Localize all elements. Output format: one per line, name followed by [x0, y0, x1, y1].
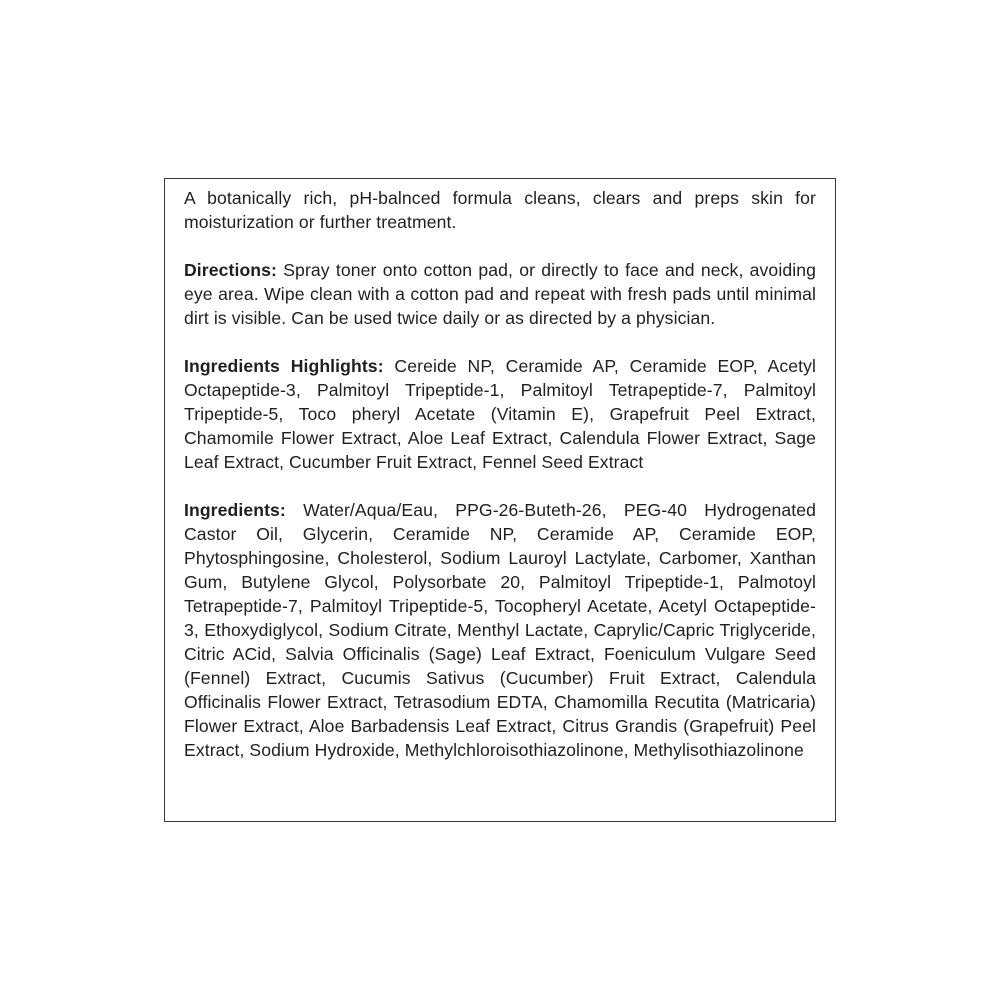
intro-paragraph: A botanically rich, pH-balnced formula cleans, clears and preps skin for moisturization or further treatment. — [184, 188, 816, 232]
ingredients-text: Water/Aqua/Eau, PPG-26-Buteth-26, PEG-40 Hydrogenated Castor Oil, Glycerin, Ceramide NP, Ceramide AP, Ceramide EOP, Phytosphingosine, Cholesterol, Sodium Lauroyl Lactylate, Carbomer, Xanthan Gum, Butylene Glycol, Polysorbate 20, Palmitoyl Tripeptide-1, Palmotoyl Tetrapeptide-7, Palmitoyl Tripeptide-5, Tocopheryl Acetate, Acetyl Octapeptide-3, Ethoxydiglycol, Sodium Citrate, Menthyl Lactate, Caprylic/Capric Triglyceride, Citric ACid, Salvia Officinalis (Sage) Leaf Extract, Foeniculum Vulgare Seed (Fennel) Extract, Cucumis Sativus (Cucumber) Fruit Extract, Calendula Officinalis Flower Extract, Tetrasodium EDTA, Chamomilla Recutita (Matricaria) Flower Extract, Aloe Barbadensis Leaf Extract, Citrus Grandis (Grapefruit) Peel Extract, Sodium Hydroxide, Methylchloroisothiazolinone, Methylisothiazolinone — [184, 500, 816, 760]
ingredients-paragraph — [184, 498, 816, 762]
directions-heading: Directions: — [184, 260, 277, 280]
directions-paragraph — [184, 258, 816, 330]
product-info-label — [164, 178, 836, 822]
directions-text: Spray toner onto cotton pad, or directly to face and neck, avoiding eye area. Wipe clean with a cotton pad and repeat with fresh pads until minimal dirt is visible. Can be used twice daily or as directed by a physician. — [184, 260, 816, 328]
highlights-paragraph — [184, 354, 816, 474]
highlights-text: Cereide NP, Ceramide AP, Ceramide EOP, Acetyl Octapeptide-3, Palmitoyl Tripeptide-1, Palmitoyl Tetrapeptide-7, Palmitoyl Tripeptide-5, Toco pheryl Acetate (Vitamin E), Grapefruit Peel Extract, Chamomile Flower Extract, Aloe Leaf Extract, Calendula Flower Extract, Sage Leaf Extract, Cucumber Fruit Extract, Fennel Seed Extract — [184, 356, 816, 472]
highlights-heading: Ingredients Highlights: — [184, 356, 384, 376]
ingredients-heading: Ingredients: — [184, 500, 286, 520]
